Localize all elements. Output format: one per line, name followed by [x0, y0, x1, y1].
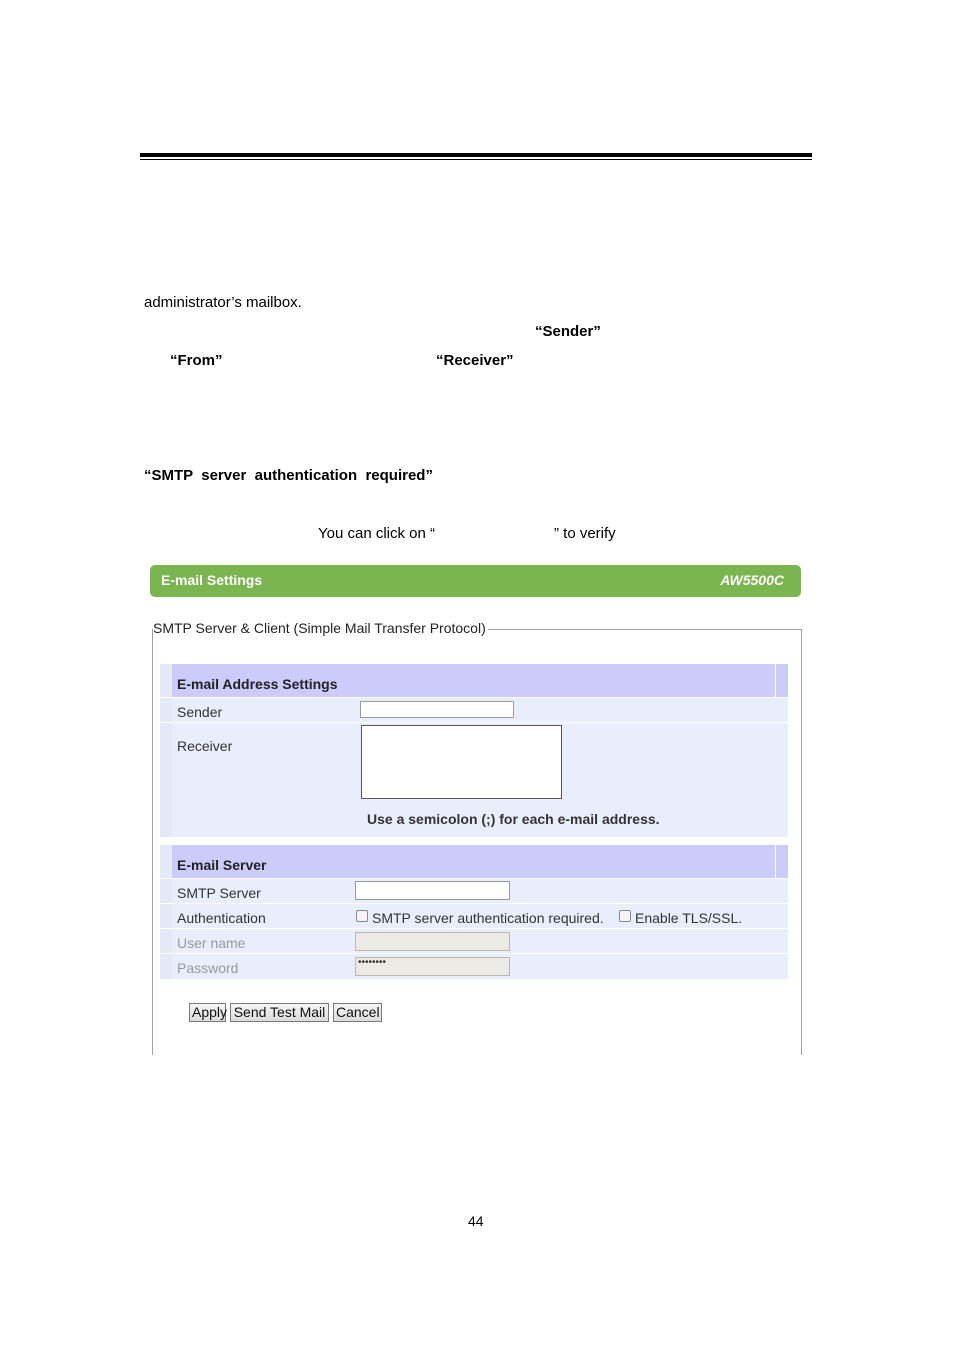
doc-line-mailbox: administrator’s mailbox. [144, 294, 302, 311]
top-rule-thin [140, 159, 812, 160]
fieldset-legend: SMTP Server & Client (Simple Mail Transfer Protocol) [153, 620, 486, 636]
semicolon-note: Use a semicolon (;) for each e-mail address. [367, 811, 660, 827]
address-section-header [160, 664, 788, 697]
doc-verify-text: ” to verify [554, 525, 616, 542]
server-section-title: E-mail Server [177, 857, 267, 873]
header-model: AW5500C [720, 572, 784, 588]
username-row [160, 928, 788, 954]
doc-click-text: You can click on “ [318, 525, 436, 542]
sender-row [160, 697, 788, 723]
address-section-title: E-mail Address Settings [177, 676, 338, 692]
server-section-header [160, 845, 788, 878]
username-label: User name [177, 935, 246, 951]
doc-from-quote: “From” [170, 352, 223, 369]
password-mask: •••••••• [358, 957, 387, 968]
receiver-row [160, 722, 788, 837]
authentication-row [160, 903, 788, 929]
doc-receiver-quote: “Receiver” [436, 352, 514, 369]
apply-button[interactable]: Apply [189, 1003, 226, 1022]
username-input[interactable] [355, 932, 510, 951]
tls-ssl-checkbox[interactable] [619, 910, 631, 922]
sender-input[interactable] [360, 701, 514, 718]
authentication-label: Authentication [177, 910, 266, 926]
sender-label: Sender [177, 704, 223, 720]
header-title: E-mail Settings [161, 572, 263, 588]
password-row [160, 953, 788, 979]
receiver-textarea[interactable] [361, 725, 562, 799]
smtp-server-input[interactable] [355, 881, 510, 900]
cancel-button[interactable]: Cancel [333, 1003, 382, 1022]
password-label: Password [177, 960, 239, 976]
smtp-server-row [160, 878, 788, 904]
page-number: 44 [468, 1213, 484, 1229]
send-test-mail-button[interactable]: Send Test Mail [230, 1003, 329, 1022]
doc-smtp-auth-quote: “SMTP server authentication required” [144, 467, 433, 484]
smtp-auth-checkbox[interactable] [356, 910, 368, 922]
smtp-server-label: SMTP Server [177, 885, 261, 901]
email-settings-header [150, 565, 801, 597]
password-input[interactable] [355, 957, 510, 976]
receiver-label: Receiver [177, 738, 233, 754]
top-rule-thick [140, 153, 812, 157]
smtp-auth-checkbox-label: SMTP server authentication required. [372, 910, 604, 926]
doc-sender-quote: “Sender” [535, 323, 601, 340]
tls-ssl-checkbox-label: Enable TLS/SSL. [635, 910, 743, 926]
